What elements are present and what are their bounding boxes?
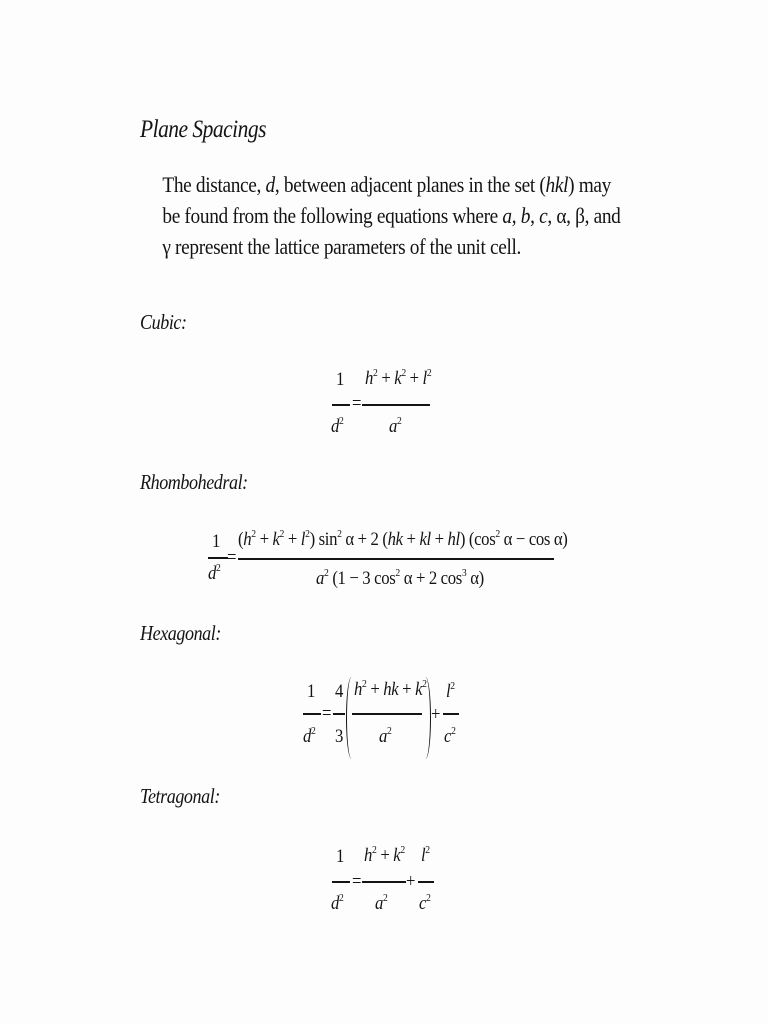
intro-text-run: The distance, <box>162 172 266 197</box>
cubic-equals: = <box>352 393 362 414</box>
intro-variable: hkl <box>545 172 569 197</box>
tetra-lhs-denominator: $d^2$ <box>331 892 344 914</box>
hex-right-paren <box>420 677 431 759</box>
rhombo-rhs-numerator: $(h^2 + k^2 + l^2)$ $\sin^2 \alpha + 2$ (hk + kl + hl) ($\cos^2$ α − cos α) <box>238 528 568 550</box>
page-heading: Plane Spacings <box>140 116 266 143</box>
tetra-lhs-fraction-bar <box>332 881 350 883</box>
hex-coef-fraction-bar <box>333 713 345 715</box>
tetra-plus: + <box>406 871 416 892</box>
hex-inner-numerator: $h^2$ + hk + $k^2$ <box>354 678 427 700</box>
intro-text <box>140 169 622 262</box>
cubic-lhs-fraction-bar <box>332 404 350 406</box>
tetra-last-fraction-bar <box>418 881 434 883</box>
label-hexagonal: Hexagonal: <box>140 621 221 645</box>
tetra-last-denominator: $c^2$ <box>419 892 431 914</box>
hex-lhs-numerator: 1 <box>307 681 316 702</box>
hex-last-fraction-bar <box>443 713 459 715</box>
intro-variable: c <box>539 203 548 228</box>
tetra-mid-numerator: $h^2 + k^2$ <box>364 844 405 866</box>
rhombo-equals: = <box>227 547 237 568</box>
intro-text-run: , α, β, and γ represent the lattice parameters of the unit cell. <box>162 203 621 259</box>
rhombo-lhs-denominator: $d^2$ <box>208 562 221 584</box>
hex-coef-denominator: 3 <box>335 726 344 747</box>
hex-plus: + <box>431 704 441 725</box>
intro-text-run: ) may be found from the following equations where <box>162 172 611 228</box>
label-tetragonal: Tetragonal: <box>140 784 220 808</box>
tetra-equals: = <box>352 871 362 892</box>
label-cubic: Cubic: <box>140 310 187 334</box>
hex-equals: = <box>322 703 332 724</box>
cubic-rhs-fraction-bar <box>362 404 430 406</box>
tetra-lhs-numerator: 1 <box>336 846 345 867</box>
intro-variable: d <box>265 172 275 197</box>
intro-variable: a <box>502 203 512 228</box>
cubic-rhs-denominator: $a^2$ <box>389 415 402 437</box>
tetra-mid-denominator: $a^2$ <box>375 892 388 914</box>
rhombo-lhs-fraction-bar <box>208 557 228 559</box>
hex-last-numerator: $l^2$ <box>446 680 455 702</box>
intro-paragraph <box>140 169 622 262</box>
hex-coef-numerator: 4 <box>335 681 344 702</box>
rhombo-rhs-fraction-bar <box>238 558 554 560</box>
intro-text-run: , <box>530 203 540 228</box>
tetra-last-numerator: $l^2$ <box>421 844 430 866</box>
hex-inner-fraction-bar <box>352 713 422 715</box>
rhombo-rhs-denominator: $a^2$ (1 − 3 $\cos^2 \alpha + 2$ $\cos^3 \alpha$) <box>316 567 484 589</box>
tetra-mid-fraction-bar <box>362 881 406 883</box>
cubic-lhs-numerator: 1 <box>336 369 345 390</box>
hex-inner-denominator: $a^2$ <box>379 725 392 747</box>
cubic-lhs-denominator: $d^2$ <box>331 415 344 437</box>
hex-last-denominator: $c^2$ <box>444 725 456 747</box>
intro-variable: b <box>520 203 531 228</box>
hex-lhs-denominator: $d^2$ <box>303 725 316 747</box>
rhombo-lhs-numerator: 1 <box>212 531 221 552</box>
intro-text-run: , <box>511 203 521 228</box>
intro-text-run: , between adjacent planes in the set ( <box>274 172 546 197</box>
hex-lhs-fraction-bar <box>303 713 321 715</box>
label-rhombohedral: Rhombohedral: <box>140 470 248 494</box>
cubic-rhs-numerator: $h^2 + k^2 + l^2$ <box>365 367 432 389</box>
